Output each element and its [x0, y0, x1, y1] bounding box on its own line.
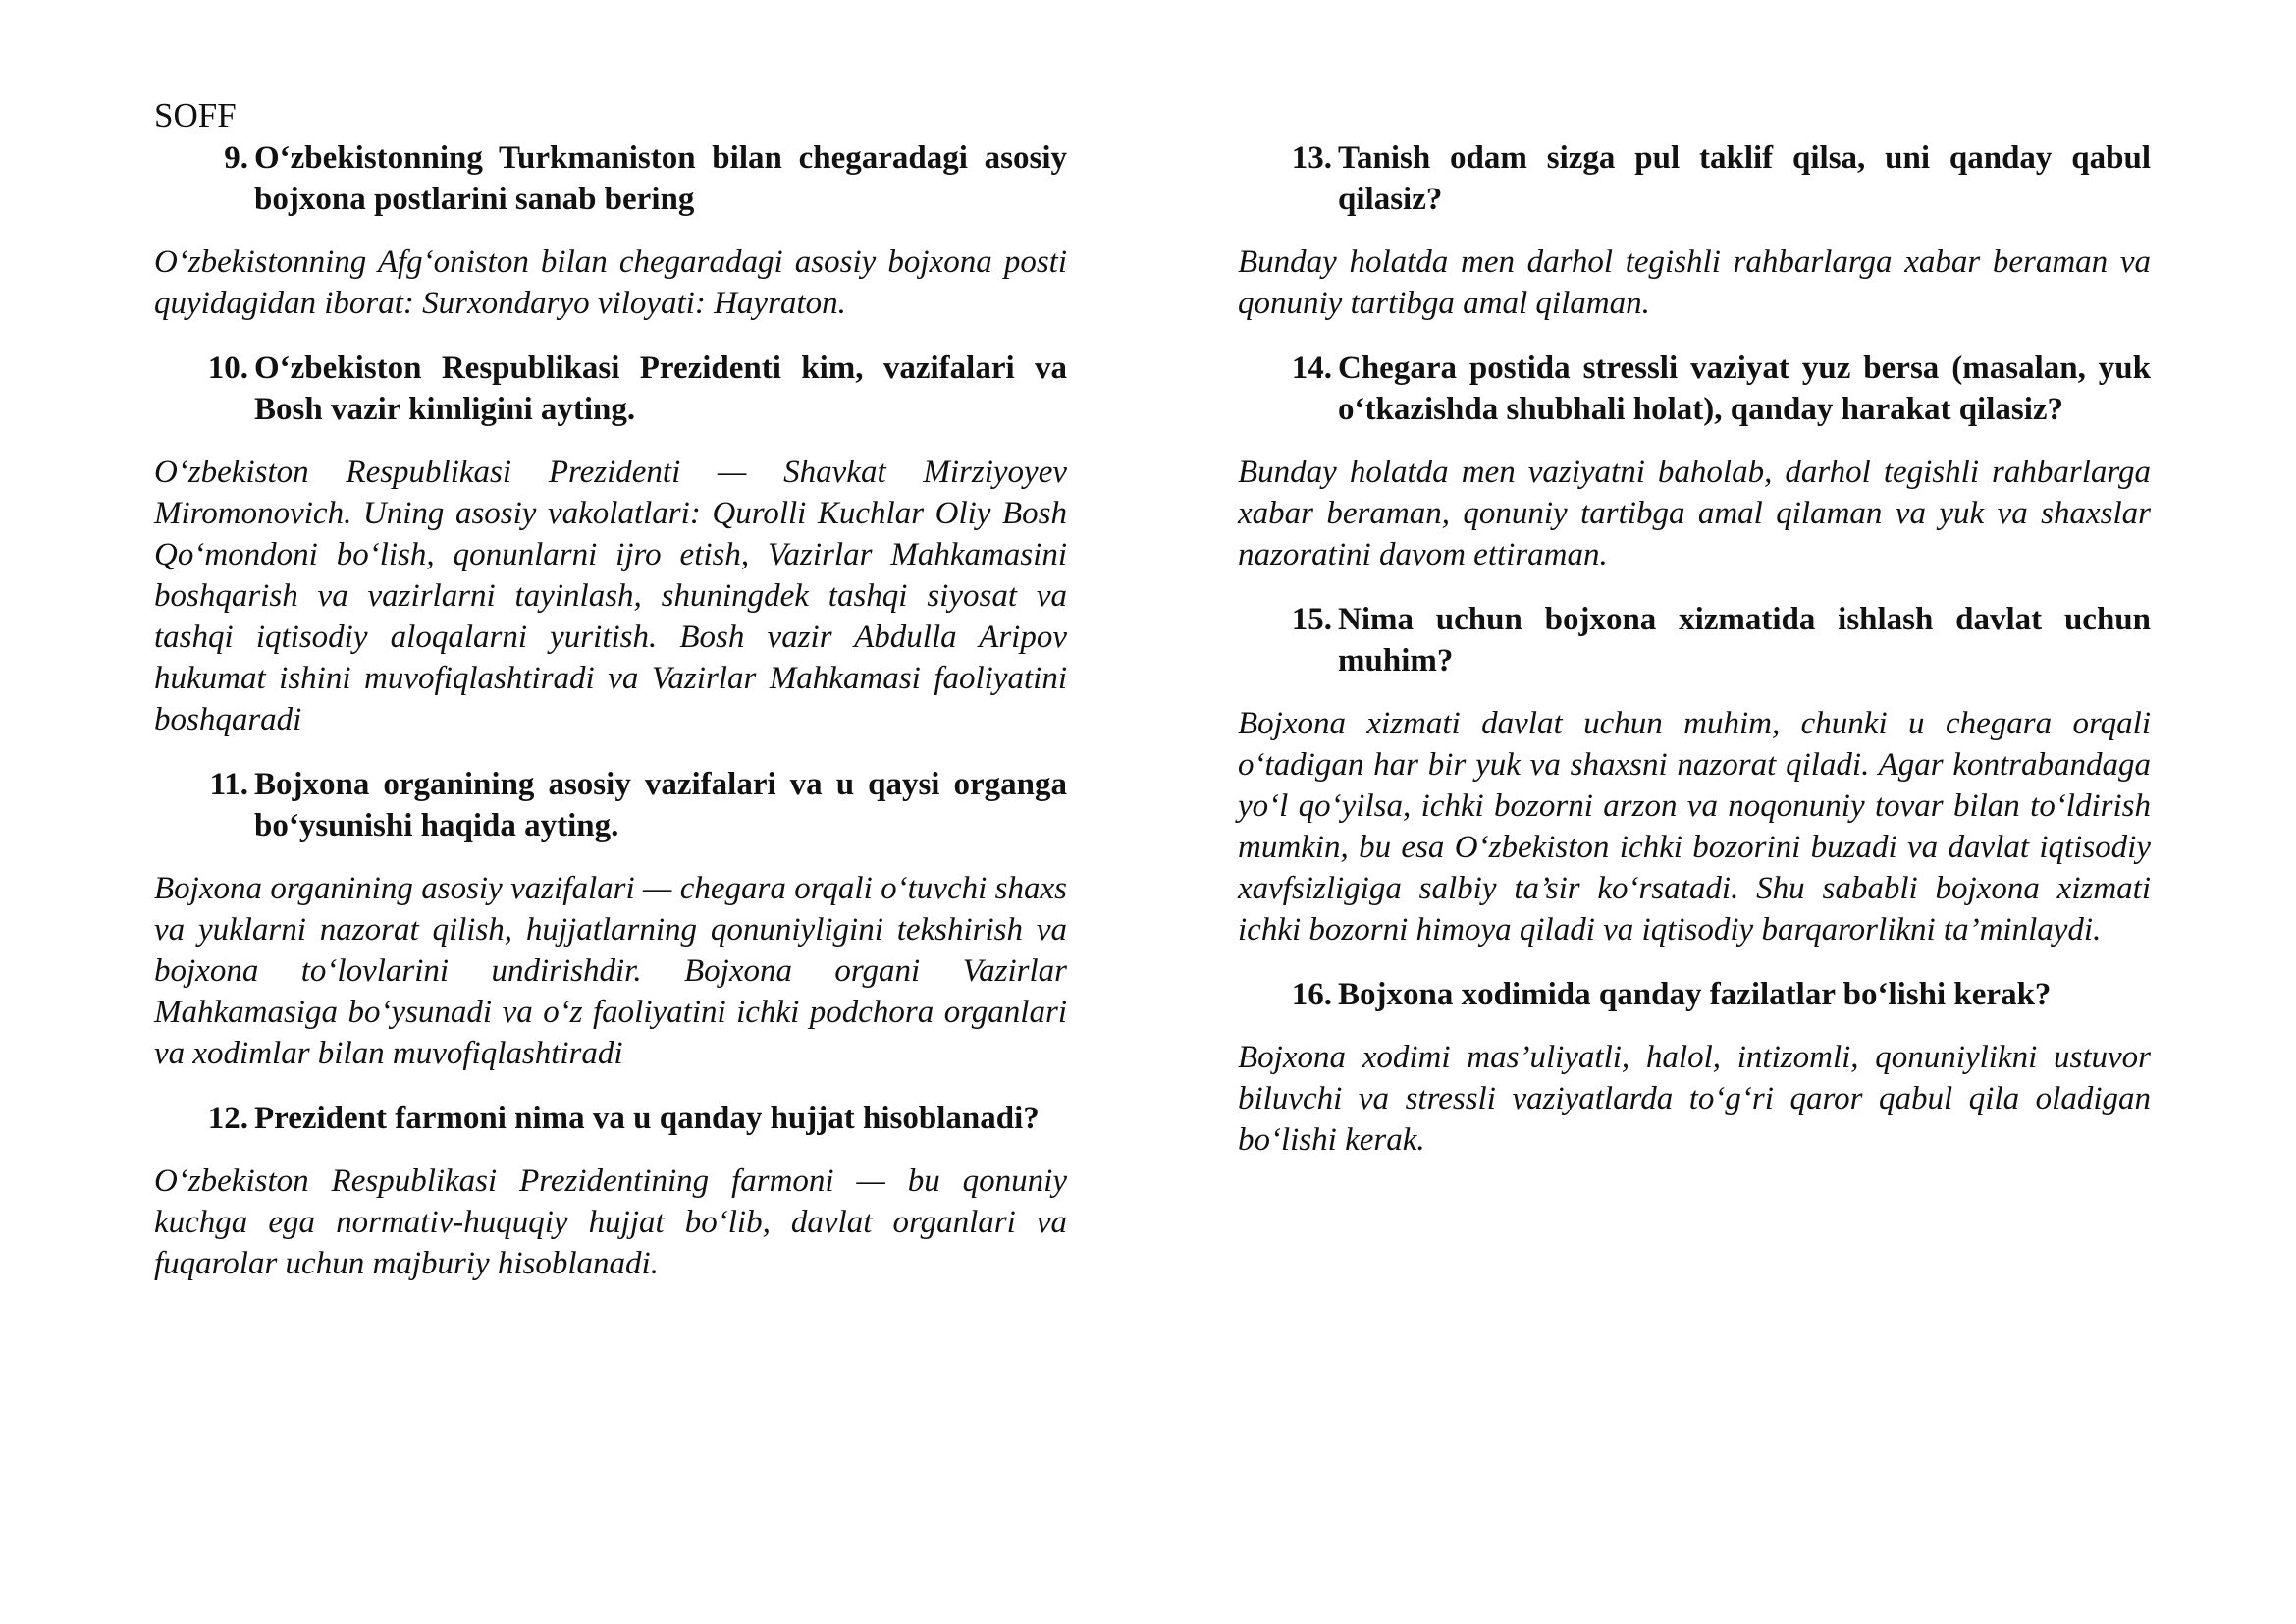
answer-15: Bojxona xizmati davlat uchun muhim, chunki u chegara orqali o‘tadigan har bir yuk va shaxsni nazorat qiladi. Agar kontrabandaga yo‘l qo‘yilsa, ichki bozorni arzon va noqonuniy tovar bilan to‘ldirish mumkin, bu esa O‘zbekiston ichki bozorini buzadi va davlat iqtisodiy xavfsizligiga salbiy ta’sir ko‘rsatadi. Shu sababli bojxona xizmati ichki bozorni himoya qiladi va iqtisodiy barqarorlikni ta’minlaydi. [1238, 706, 2151, 947]
question-11 [154, 764, 1067, 846]
answer-9: O‘zbekistonning Afg‘oniston bilan chegaradagi asosiy bojxona posti quyidagidan iborat: Surxondaryo viloyati: Hayraton. [154, 244, 1067, 321]
question-text: Prezident farmoni nima va u qanday hujjat hisoblanadi? [254, 1101, 1040, 1136]
question-number: 10. [207, 351, 248, 386]
qa-item-10 [154, 348, 1067, 740]
question-number: 14. [1291, 351, 1332, 386]
left-column [154, 137, 1067, 1308]
qa-item-14 [1238, 348, 2151, 575]
question-13 [1238, 137, 2151, 220]
question-number: 16. [1291, 977, 1332, 1012]
question-12 [154, 1098, 1067, 1139]
answer-11: Bojxona organining asosiy vazifalari — chegara orqali o‘tuvchi shaxs va yuklarni nazorat qilish, hujjatlarning qonuniyligini tekshirish va bojxona to‘lovlarini undirishdir. Bojxona organi Vazirlar Mahkamasiga bo‘ysunadi va o‘z faoliyatini ichki podchora organlari va xodimlar bilan muvofiqlashtiradi [154, 871, 1067, 1071]
question-text: O‘zbekistonning Turkmaniston bilan chegaradagi asosiy bojxona postlarini sanab bering [254, 140, 1067, 217]
question-text: Tanish odam sizga pul taklif qilsa, uni qanday qabul qilasiz? [1338, 140, 2151, 217]
question-9 [154, 137, 1067, 220]
question-text: Bojxona organining asosiy vazifalari va u qaysi organga bo‘ysunishi haqida ayting. [254, 767, 1067, 843]
answer-16: Bojxona xodimi mas’uliyatli, halol, intizomli, qonuniylikni ustuvor biluvchi va stressli vaziyatlarda to‘g‘ri qaror qabul qila oladigan bo‘lishi kerak. [1238, 1040, 2151, 1158]
question-number: 9. [224, 140, 248, 176]
question-15 [1238, 599, 2151, 681]
question-text: Nima uchun bojxona xizmatida ishlash davlat uchun muhim? [1338, 602, 2151, 678]
question-text: O‘zbekiston Respublikasi Prezidenti kim, vazifalari va Bosh vazir kimligini ayting. [254, 351, 1067, 427]
right-column [1238, 137, 2151, 1184]
qa-item-13 [1238, 137, 2151, 324]
answer-12: O‘zbekiston Respublikasi Prezidentining farmoni — bu qonuniy kuchga ega normativ-huquqiy hujjat bo‘lib, davlat organlari va fuqarolar uchun majburiy hisoblanadi. [154, 1164, 1067, 1281]
page-header-mark: SOFF [154, 96, 237, 135]
question-16 [1238, 974, 2151, 1015]
question-number: 11. [209, 767, 248, 802]
question-10 [154, 348, 1067, 430]
qa-item-16 [1238, 974, 2151, 1161]
question-14 [1238, 348, 2151, 430]
answer-10: O‘zbekiston Respublikasi Prezidenti — Shavkat Mirziyoyev Miromonovich. Uning asosiy vakolatlari: Qurolli Kuchlar Oliy Bosh Qo‘mondoni bo‘lish, qonunlarni ijro etish, Vazirlar Mahkamasini boshqarish va vazirlarni tayinlash, shuningdek tashqi siyosat va tashqi iqtisodiy aloqalarni yuritish. Bosh vazir Abdulla Aripov hukumat ishini muvofiqlashtiradi va Vazirlar Mahkamasi faoliyatini boshqaradi [154, 455, 1067, 737]
question-number: 15. [1291, 602, 1332, 637]
answer-13: Bunday holatda men darhol tegishli rahbarlarga xabar beraman va qonuniy tartibga amal qilaman. [1238, 244, 2151, 321]
qa-item-9 [154, 137, 1067, 324]
question-number: 12. [207, 1101, 248, 1136]
question-number: 13. [1291, 140, 1332, 176]
answer-14: Bunday holatda men vaziyatni baholab, darhol tegishli rahbarlarga xabar beraman, qonuniy tartibga amal qilaman va yuk va shaxslar nazoratini davom ettiraman. [1238, 455, 2151, 572]
qa-item-15 [1238, 599, 2151, 950]
qa-item-11 [154, 764, 1067, 1074]
question-text: Bojxona xodimida qanday fazilatlar bo‘lishi kerak? [1338, 977, 2052, 1012]
question-text: Chegara postida stressli vaziyat yuz bersa (masalan, yuk o‘tkazishda shubhali holat), qanday harakat qilasiz? [1338, 351, 2151, 427]
qa-item-12 [154, 1098, 1067, 1284]
